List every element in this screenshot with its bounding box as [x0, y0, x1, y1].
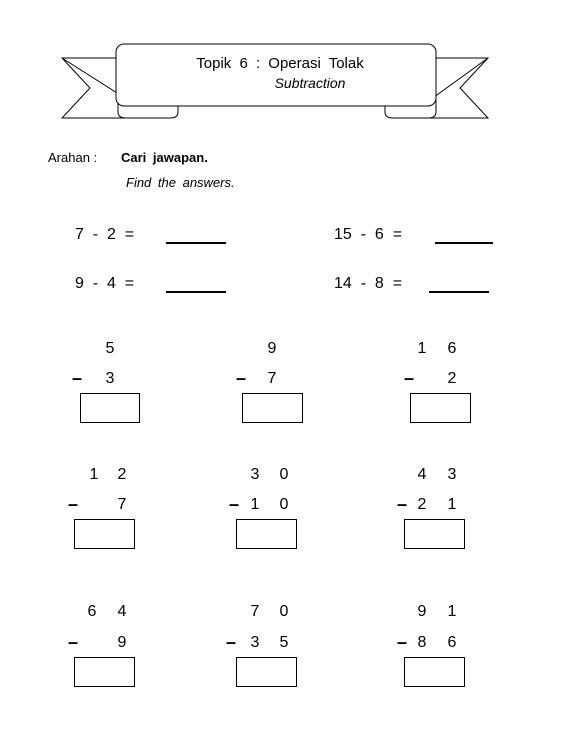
instruction-malay: Cari jawapan. [121, 150, 208, 165]
top-ones-digit: 0 [279, 466, 289, 483]
top-ones-digit: 5 [105, 340, 115, 357]
instruction-label: Arahan : [48, 150, 98, 165]
top-ones-digit: 2 [117, 466, 127, 483]
top-tens-digit: 3 [250, 466, 260, 483]
top-tens-digit: 7 [250, 603, 260, 620]
bottom-ones-digit: 7 [117, 496, 127, 513]
answer-box[interactable] [236, 519, 297, 549]
answer-box[interactable] [404, 519, 465, 549]
instruction-english: Find the answers. [126, 175, 235, 190]
minus-sign: – [226, 632, 237, 652]
question-expression: 7 - 2 = [75, 226, 135, 243]
top-ones-digit: 4 [117, 603, 127, 620]
minus-sign: – [404, 368, 415, 388]
minus-sign: – [68, 494, 79, 514]
answer-line[interactable] [429, 291, 489, 293]
answer-box[interactable] [74, 657, 135, 687]
bottom-ones-digit: 6 [447, 634, 457, 651]
top-ones-digit: 1 [447, 603, 457, 620]
minus-sign: – [236, 368, 247, 388]
top-ones-digit: 6 [447, 340, 457, 357]
minus-sign: – [229, 494, 240, 514]
bottom-ones-digit: 0 [279, 496, 289, 513]
top-tens-digit: 9 [417, 603, 427, 620]
answer-box[interactable] [410, 393, 471, 423]
bottom-tens-digit: 3 [250, 634, 260, 651]
minus-sign: – [68, 632, 79, 652]
bottom-ones-digit: 9 [117, 634, 127, 651]
question-expression: 15 - 6 = [334, 226, 403, 243]
bottom-ones-digit: 3 [105, 370, 115, 387]
answer-line[interactable] [166, 291, 226, 293]
top-tens-digit: 6 [87, 603, 97, 620]
answer-line[interactable] [166, 242, 226, 244]
top-tens-digit: 1 [417, 340, 427, 357]
bottom-tens-digit: 1 [250, 496, 260, 513]
bottom-ones-digit: 7 [267, 370, 277, 387]
bottom-tens-digit: 8 [417, 634, 427, 651]
banner-title: Topik 6 : Operasi Tolak [196, 55, 364, 72]
top-ones-digit: 0 [279, 603, 289, 620]
top-ones-digit: 9 [267, 340, 277, 357]
top-tens-digit: 1 [89, 466, 99, 483]
question-expression: 14 - 8 = [334, 275, 403, 292]
answer-box[interactable] [242, 393, 303, 423]
answer-line[interactable] [435, 242, 493, 244]
minus-sign: – [72, 368, 83, 388]
answer-box[interactable] [74, 519, 135, 549]
bottom-ones-digit: 2 [447, 370, 457, 387]
banner-subtitle: Subtraction [274, 75, 346, 91]
minus-sign: – [397, 632, 408, 652]
bottom-tens-digit: 2 [417, 496, 427, 513]
answer-box[interactable] [80, 393, 140, 423]
bottom-ones-digit: 5 [279, 634, 289, 651]
bottom-ones-digit: 1 [447, 496, 457, 513]
answer-box[interactable] [404, 657, 465, 687]
question-expression: 9 - 4 = [75, 275, 135, 292]
top-ones-digit: 3 [447, 466, 457, 483]
answer-box[interactable] [236, 657, 297, 687]
minus-sign: – [397, 494, 408, 514]
top-tens-digit: 4 [417, 466, 427, 483]
